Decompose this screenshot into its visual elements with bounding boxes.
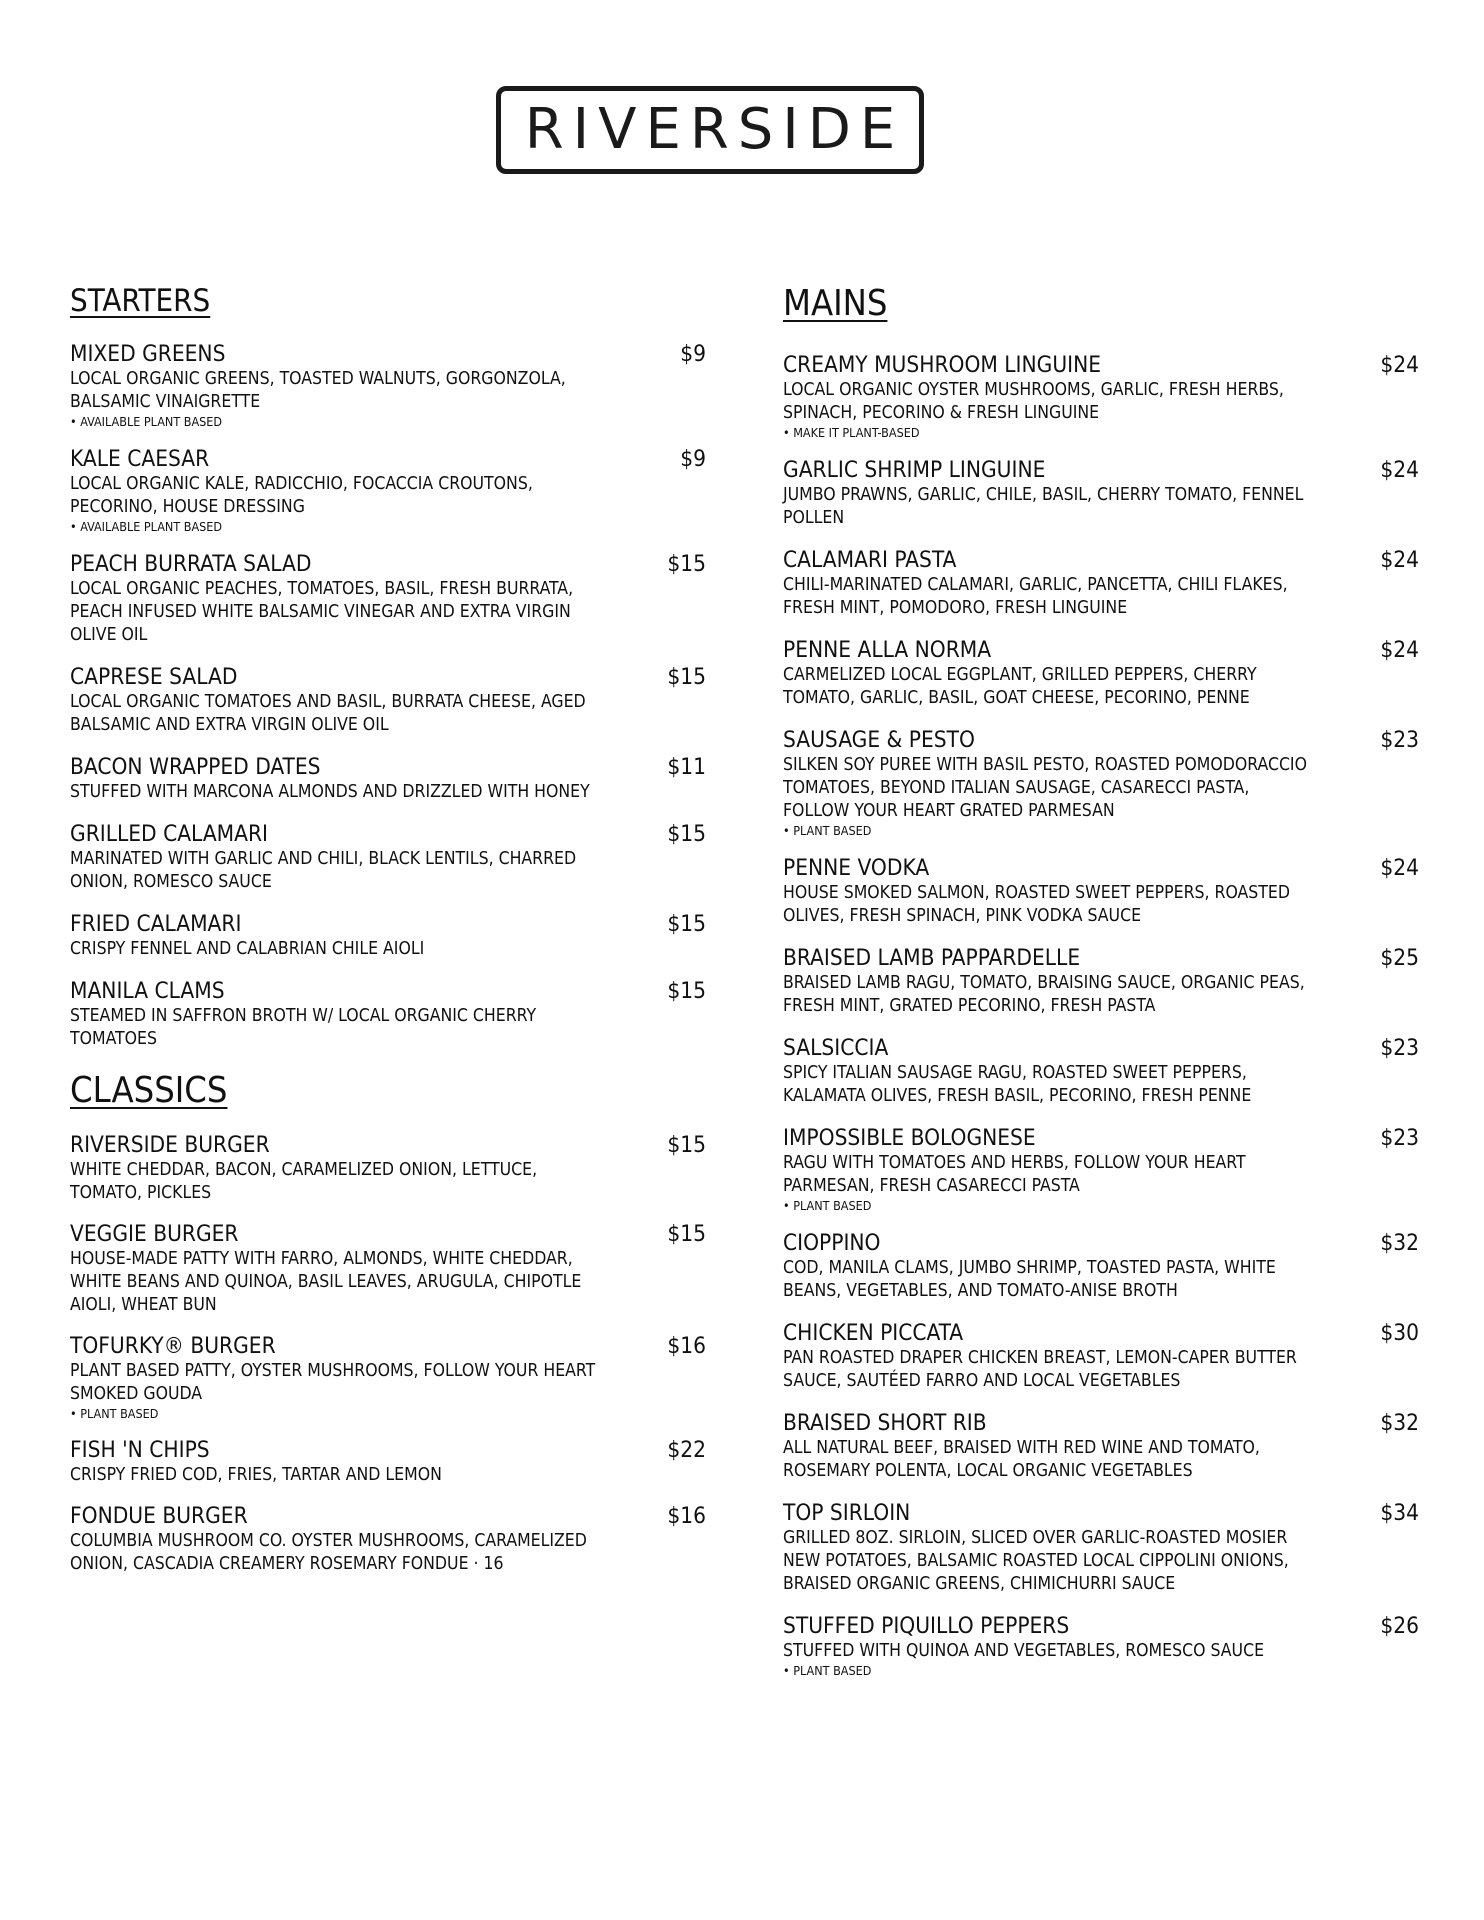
menu-item-price: $16 bbox=[667, 1503, 706, 1529]
menu-item bbox=[783, 351, 1419, 440]
menu-item-description: STUFFED WITH QUINOA AND VEGETABLES, ROMESCO SAUCE bbox=[783, 1641, 1265, 1661]
menu-item-header bbox=[783, 944, 1419, 972]
menu-item-header bbox=[783, 351, 1419, 379]
menu-item-name: STUFFED PIQUILLO PEPPERS bbox=[783, 1613, 1070, 1639]
menu-item-price: $32 bbox=[1380, 1410, 1419, 1436]
menu-item-note: • PLANT BASED bbox=[783, 1663, 872, 1678]
menu-item-header bbox=[783, 1499, 1419, 1527]
menu-item bbox=[783, 944, 1419, 1018]
menu-item bbox=[70, 550, 706, 647]
menu-item bbox=[70, 753, 706, 804]
menu-item-header bbox=[783, 546, 1419, 574]
menu-item-name: KALE CAESAR bbox=[70, 446, 210, 472]
menu-item-name: SAUSAGE & PESTO bbox=[783, 727, 975, 753]
menu-item bbox=[783, 1319, 1419, 1393]
menu-item-description: HOUSE-MADE PATTY WITH FARRO, ALMONDS, WHITE CHEDDAR, WHITE BEANS AND QUINOA, BASIL LEAVES, ARUGULA, CHIPOTLE AIOLI, WHEAT BUN bbox=[70, 1249, 582, 1315]
menu-item-description: CHILI-MARINATED CALAMARI, GARLIC, PANCETTA, CHILI FLAKES, FRESH MINT, POMODORO, FRESH LINGUINE bbox=[783, 575, 1288, 618]
menu-item-price: $9 bbox=[680, 446, 706, 472]
menu-item-description: PLANT BASED PATTY, OYSTER MUSHROOMS, FOLLOW YOUR HEART SMOKED GOUDA bbox=[70, 1361, 596, 1404]
classics-title: CLASSICS bbox=[70, 1070, 228, 1111]
menu-item bbox=[783, 1409, 1419, 1483]
menu-item-description: GRILLED 8OZ. SIRLOIN, SLICED OVER GARLIC-ROASTED MOSIER NEW POTATOES, BALSAMIC ROASTED LOCAL CIPPOLINI ONIONS, BRAISED ORGANIC GREENS, CHIMICHURRI SAUCE bbox=[783, 1528, 1289, 1594]
menu-item-price: $24 bbox=[1380, 547, 1419, 573]
menu-item-price: $15 bbox=[667, 664, 706, 690]
menu-item-name: IMPOSSIBLE BOLOGNESE bbox=[783, 1125, 1036, 1151]
menu-item bbox=[783, 726, 1419, 838]
menu-item-name: VEGGIE BURGER bbox=[70, 1221, 239, 1247]
menu-item-description: CRISPY FRIED COD, FRIES, TARTAR AND LEMON bbox=[70, 1465, 442, 1485]
menu-item-price: $30 bbox=[1380, 1320, 1419, 1346]
menu-item-price: $24 bbox=[1380, 457, 1419, 483]
right-column bbox=[783, 282, 1419, 1678]
menu-item-description: COD, MANILA CLAMS, JUMBO SHRIMP, TOASTED PASTA, WHITE BEANS, VEGETABLES, AND TOMATO-ANISE BROTH bbox=[783, 1258, 1276, 1301]
menu-item bbox=[783, 636, 1419, 710]
menu-item-header bbox=[783, 1034, 1419, 1062]
menu-item-header bbox=[70, 663, 706, 691]
menu-item-name: MANILA CLAMS bbox=[70, 978, 225, 1004]
starters-list bbox=[70, 340, 706, 1051]
menu-item-header bbox=[70, 445, 706, 473]
menu-item-header bbox=[783, 1124, 1419, 1152]
menu-item bbox=[783, 1612, 1419, 1678]
menu-item-price: $34 bbox=[1380, 1500, 1419, 1526]
brand-logo bbox=[496, 86, 924, 174]
menu-item-price: $32 bbox=[1380, 1230, 1419, 1256]
menu-item-header bbox=[783, 456, 1419, 484]
menu-item-note: • MAKE IT PLANT-BASED bbox=[783, 425, 920, 440]
menu-item bbox=[783, 854, 1419, 928]
menu-item-note: • AVAILABLE PLANT BASED bbox=[70, 519, 223, 534]
mains-title: MAINS bbox=[783, 283, 888, 324]
menu-item-name: BRAISED LAMB PAPPARDELLE bbox=[783, 945, 1081, 971]
left-column bbox=[70, 282, 706, 1576]
menu-item-description: MARINATED WITH GARLIC AND CHILI, BLACK LENTILS, CHARRED ONION, ROMESCO SAUCE bbox=[70, 849, 577, 892]
menu-item-description: COLUMBIA MUSHROOM CO. OYSTER MUSHROOMS, CARAMELIZED ONION, CASCADIA CREAMERY ROSEMARY FONDUE · 16 bbox=[70, 1531, 587, 1574]
menu-item-price: $22 bbox=[667, 1437, 706, 1463]
menu-item-description: STUFFED WITH MARCONA ALMONDS AND DRIZZLED WITH HONEY bbox=[70, 782, 590, 802]
menu-item-price: $15 bbox=[667, 821, 706, 847]
menu-item-description: WHITE CHEDDAR, BACON, CARAMELIZED ONION, LETTUCE, TOMATO, PICKLES bbox=[70, 1160, 538, 1203]
menu-item-name: CIOPPINO bbox=[783, 1230, 881, 1256]
menu-item bbox=[70, 1332, 706, 1421]
menu-item-header bbox=[70, 820, 706, 848]
menu-item-name: GARLIC SHRIMP LINGUINE bbox=[783, 457, 1046, 483]
menu-item-description: JUMBO PRAWNS, GARLIC, CHILE, BASIL, CHERRY TOMATO, FENNEL POLLEN bbox=[783, 485, 1304, 528]
menu-item-description: STEAMED IN SAFFRON BROTH W/ LOCAL ORGANIC CHERRY TOMATOES bbox=[70, 1006, 537, 1049]
brand-name: RIVERSIDE bbox=[524, 97, 905, 162]
menu-item bbox=[783, 1124, 1419, 1213]
menu-item bbox=[70, 820, 706, 894]
menu-item-price: $15 bbox=[667, 1221, 706, 1247]
menu-item-price: $24 bbox=[1380, 352, 1419, 378]
menu-item-header bbox=[70, 910, 706, 938]
menu-item-header bbox=[70, 753, 706, 781]
menu-item-header bbox=[783, 1409, 1419, 1437]
menu-item bbox=[783, 1229, 1419, 1303]
menu-item-name: CREAMY MUSHROOM LINGUINE bbox=[783, 352, 1102, 378]
menu-item-name: FISH 'N CHIPS bbox=[70, 1437, 210, 1463]
menu-item bbox=[783, 546, 1419, 620]
menu-item-header bbox=[70, 1502, 706, 1530]
menu-item-name: MIXED GREENS bbox=[70, 341, 226, 367]
menu-item-header bbox=[70, 1131, 706, 1159]
menu-item bbox=[70, 340, 706, 429]
menu-item-description: SILKEN SOY PUREE WITH BASIL PESTO, ROASTED POMODORACCIO TOMATOES, BEYOND ITALIAN SAUSAGE, CASARECCI PASTA, FOLLOW YOUR HEART GRATED PARMESAN bbox=[783, 755, 1307, 821]
menu-item bbox=[70, 445, 706, 534]
mains-list bbox=[783, 351, 1419, 1678]
menu-item-header bbox=[70, 1220, 706, 1248]
menu-item-price: $23 bbox=[1380, 1035, 1419, 1061]
classics-list bbox=[70, 1131, 706, 1576]
menu-item-note: • PLANT BASED bbox=[70, 1406, 159, 1421]
menu-item-header bbox=[783, 854, 1419, 882]
menu-item-description: CARMELIZED LOCAL EGGPLANT, GRILLED PEPPERS, CHERRY TOMATO, GARLIC, BASIL, GOAT CHEESE, PECORINO, PENNE bbox=[783, 665, 1257, 708]
menu-item-header bbox=[70, 550, 706, 578]
menu-item bbox=[70, 910, 706, 961]
menu-item-name: RIVERSIDE BURGER bbox=[70, 1132, 270, 1158]
menu-item bbox=[783, 456, 1419, 530]
menu-item-description: LOCAL ORGANIC TOMATOES AND BASIL, BURRATA CHEESE, AGED BALSAMIC AND EXTRA VIRGIN OLIVE OIL bbox=[70, 692, 586, 735]
menu-item-name: FONDUE BURGER bbox=[70, 1503, 248, 1529]
menu-item-name: TOP SIRLOIN bbox=[783, 1500, 911, 1526]
menu-item-header bbox=[783, 726, 1419, 754]
menu-item bbox=[70, 1131, 706, 1205]
menu-item-price: $24 bbox=[1380, 855, 1419, 881]
menu-item bbox=[783, 1034, 1419, 1108]
menu-item-header bbox=[70, 977, 706, 1005]
menu-item-description: LOCAL ORGANIC PEACHES, TOMATOES, BASIL, FRESH BURRATA, PEACH INFUSED WHITE BALSAMIC VINEGAR AND EXTRA VIRGIN OLIVE OIL bbox=[70, 579, 574, 645]
menu-item-description: RAGU WITH TOMATOES AND HERBS, FOLLOW YOUR HEART PARMESAN, FRESH CASARECCI PASTA bbox=[783, 1153, 1246, 1196]
menu-item-note: • PLANT BASED bbox=[783, 823, 872, 838]
menu-item-description: LOCAL ORGANIC GREENS, TOASTED WALNUTS, GORGONZOLA, BALSAMIC VINAIGRETTE bbox=[70, 369, 566, 412]
menu-item-price: $24 bbox=[1380, 637, 1419, 663]
menu-item bbox=[70, 1436, 706, 1487]
menu-item-description: LOCAL ORGANIC OYSTER MUSHROOMS, GARLIC, FRESH HERBS, SPINACH, PECORINO & FRESH LINGUINE bbox=[783, 380, 1284, 423]
menu-item-name: GRILLED CALAMARI bbox=[70, 821, 269, 847]
menu-item-note: • AVAILABLE PLANT BASED bbox=[70, 414, 223, 429]
menu-item-name: PEACH BURRATA SALAD bbox=[70, 551, 312, 577]
menu-item-name: PENNE VODKA bbox=[783, 855, 930, 881]
menu-item-description: ALL NATURAL BEEF, BRAISED WITH RED WINE AND TOMATO, ROSEMARY POLENTA, LOCAL ORGANIC VEGETABLES bbox=[783, 1438, 1260, 1481]
menu-item-description: PAN ROASTED DRAPER CHICKEN BREAST, LEMON-CAPER BUTTER SAUCE, SAUTÉED FARRO AND LOCAL VEGETABLES bbox=[783, 1348, 1297, 1391]
menu-item bbox=[70, 663, 706, 737]
menu-item-name: BACON WRAPPED DATES bbox=[70, 754, 321, 780]
menu-item-price: $15 bbox=[667, 1132, 706, 1158]
menu-item-header bbox=[70, 1332, 706, 1360]
menu-item-name: TOFURKY® BURGER bbox=[70, 1333, 276, 1359]
menu-item-name: BRAISED SHORT RIB bbox=[783, 1410, 987, 1436]
menu-item-header bbox=[783, 1612, 1419, 1640]
menu-item-price: $9 bbox=[680, 341, 706, 367]
menu-item-price: $23 bbox=[1380, 727, 1419, 753]
menu-item-price: $25 bbox=[1380, 945, 1419, 971]
menu-item-description: SPICY ITALIAN SAUSAGE RAGU, ROASTED SWEET PEPPERS, KALAMATA OLIVES, FRESH BASIL, PECORINO, FRESH PENNE bbox=[783, 1063, 1252, 1106]
menu-item-price: $15 bbox=[667, 978, 706, 1004]
menu-item-note: • PLANT BASED bbox=[783, 1198, 872, 1213]
starters-title: STARTERS bbox=[70, 283, 211, 319]
menu-item-description: CRISPY FENNEL AND CALABRIAN CHILE AIOLI bbox=[70, 939, 425, 959]
menu-item-name: FRIED CALAMARI bbox=[70, 911, 242, 937]
menu-item-price: $26 bbox=[1380, 1613, 1419, 1639]
menu-item bbox=[783, 1499, 1419, 1596]
menu-item-description: LOCAL ORGANIC KALE, RADICCHIO, FOCACCIA CROUTONS, PECORINO, HOUSE DRESSING bbox=[70, 474, 533, 517]
menu-item-name: CHICKEN PICCATA bbox=[783, 1320, 964, 1346]
menu-item bbox=[70, 977, 706, 1051]
menu-item-name: SALSICCIA bbox=[783, 1035, 889, 1061]
menu-item-header bbox=[70, 1436, 706, 1464]
menu-item-name: CAPRESE SALAD bbox=[70, 664, 238, 690]
menu-item-description: BRAISED LAMB RAGU, TOMATO, BRAISING SAUCE, ORGANIC PEAS, FRESH MINT, GRATED PECORINO, FRESH PASTA bbox=[783, 973, 1305, 1016]
menu-item-price: $15 bbox=[667, 911, 706, 937]
menu-item-price: $16 bbox=[667, 1333, 706, 1359]
menu-item-header bbox=[783, 1229, 1419, 1257]
menu-item-price: $23 bbox=[1380, 1125, 1419, 1151]
menu-item-price: $15 bbox=[667, 551, 706, 577]
menu-item-header bbox=[783, 636, 1419, 664]
menu-item-name: PENNE ALLA NORMA bbox=[783, 637, 992, 663]
menu-item bbox=[70, 1502, 706, 1576]
menu-item-header bbox=[783, 1319, 1419, 1347]
menu-item-name: CALAMARI PASTA bbox=[783, 547, 957, 573]
menu-item bbox=[70, 1220, 706, 1317]
menu-item-description: HOUSE SMOKED SALMON, ROASTED SWEET PEPPERS, ROASTED OLIVES, FRESH SPINACH, PINK VODKA SAUCE bbox=[783, 883, 1290, 926]
menu-item-price: $11 bbox=[667, 754, 706, 780]
menu-item-header bbox=[70, 340, 706, 368]
